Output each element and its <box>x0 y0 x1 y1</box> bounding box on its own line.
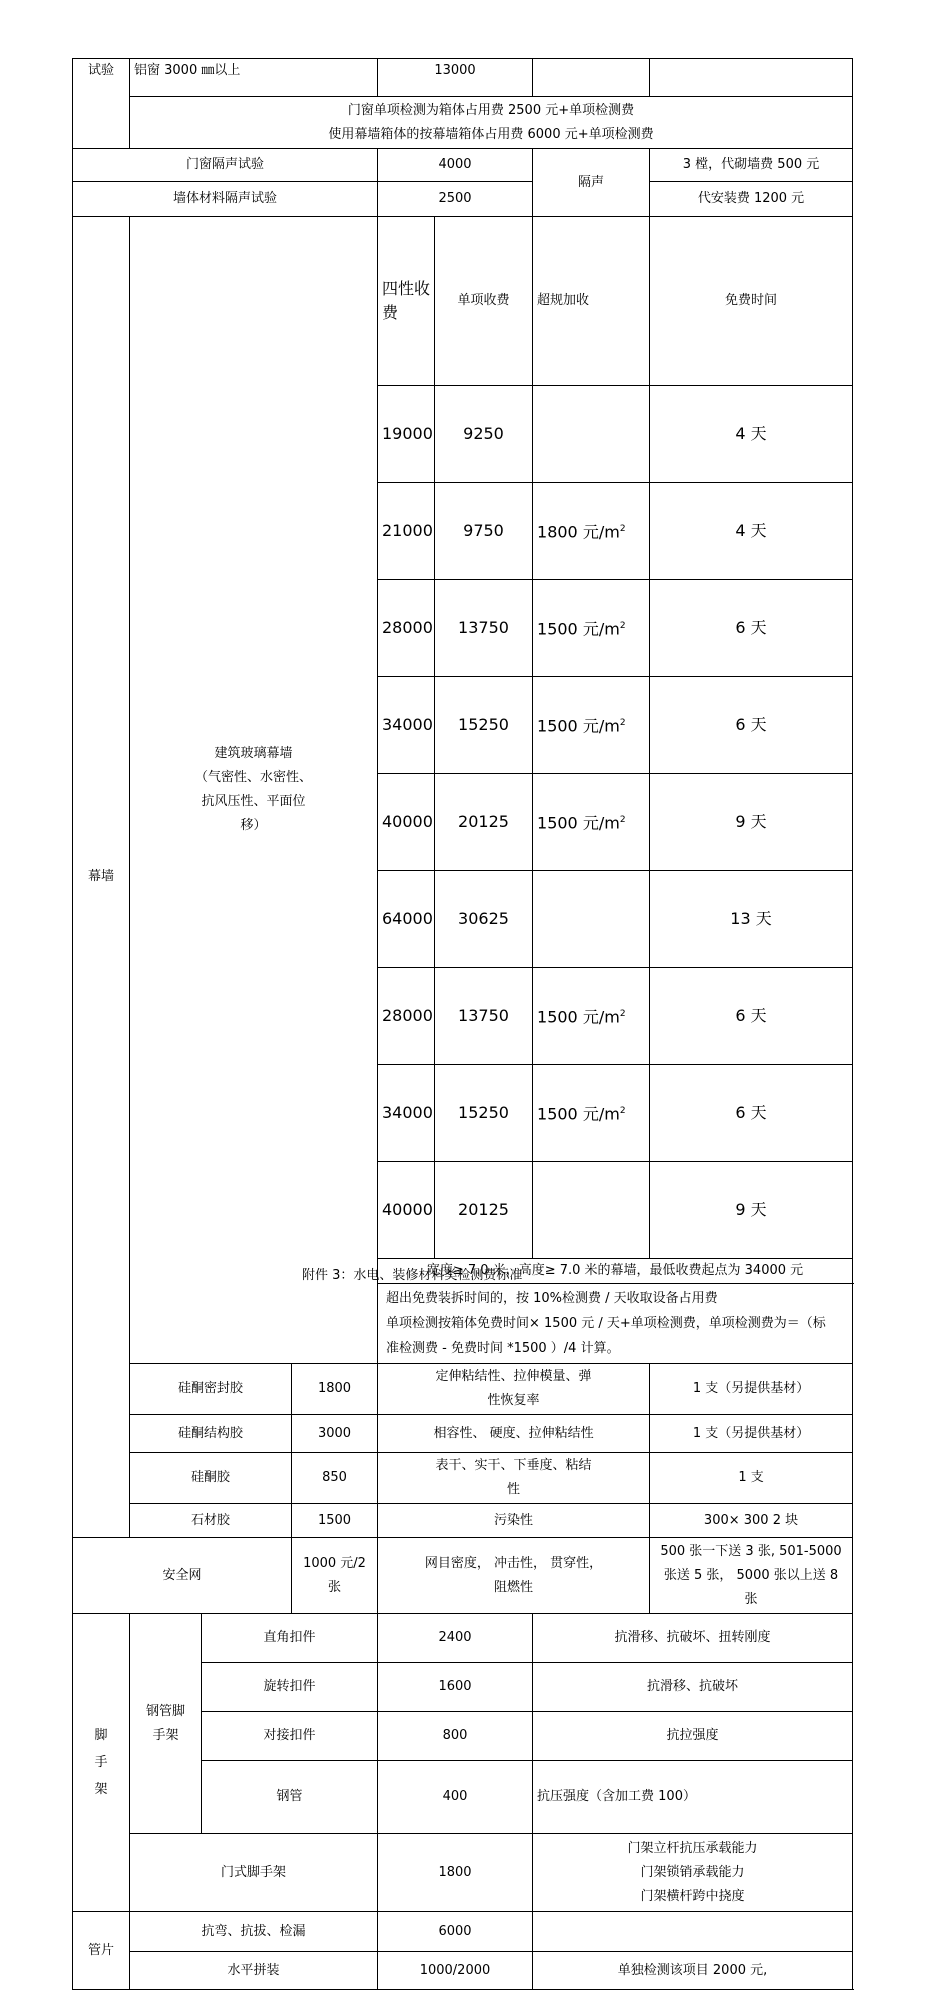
item-window-sound: 门窗隔声试验 <box>73 149 378 182</box>
single-fee: 20125 <box>435 774 533 871</box>
four-fee: 28000 <box>378 968 435 1065</box>
glass-label-line: 移） <box>240 818 267 833</box>
sealant-test-line: 定伸粘结性、拉伸模量、弹 <box>435 1369 592 1384</box>
sealant-test-line: 性恢复率 <box>487 1393 540 1408</box>
note-box <box>378 1284 853 1364</box>
single-fee: 30625 <box>435 871 533 968</box>
category-pipe: 管片 <box>73 1912 130 1990</box>
sealant-fee: 850 <box>292 1453 378 1504</box>
sealant-test <box>378 1364 650 1415</box>
pipe-fee: 6000 <box>378 1912 533 1952</box>
scaffold-item: 旋转扣件 <box>202 1663 378 1712</box>
free-time: 4 天 <box>650 386 853 483</box>
header-free-time: 免费时间 <box>650 217 853 386</box>
sealant-fee: 1800 <box>292 1364 378 1415</box>
header-single-fee: 单项收费 <box>435 217 533 386</box>
free-time: 13 天 <box>650 871 853 968</box>
door-scaffold-item: 门式脚手架 <box>130 1834 378 1912</box>
sealant-item: 硅酮密封胶 <box>130 1364 292 1415</box>
scaffold-test: 抗压强度（含加工费 100） <box>533 1761 853 1834</box>
sealant-sample: 1 支（另提供基材） <box>650 1415 853 1453</box>
trial-note-1: 门窗单项检测为箱体占用费 2500 元+单项检测费 <box>347 102 635 118</box>
unit-superscript: 2 <box>619 815 626 826</box>
scaffold-fee: 800 <box>378 1712 533 1761</box>
scaffold-item: 直角扣件 <box>202 1614 378 1663</box>
steel-scaffold-label: 钢管脚手架 <box>145 1703 185 1743</box>
scaffold-fee: 400 <box>378 1761 533 1834</box>
free-time: 6 天 <box>650 1065 853 1162</box>
extra-fee-text: 1500 元/m <box>537 619 620 639</box>
four-fee: 34000 <box>378 677 435 774</box>
sealant-test-line: 相容性、 硬度、拉伸粘结性 <box>433 1425 594 1441</box>
sealant-sample: 1 支（另提供基材） <box>650 1364 853 1415</box>
unit-superscript: 2 <box>619 1106 626 1117</box>
pipe-item: 抗弯、抗拔、检漏 <box>130 1912 378 1952</box>
safety-net-test <box>378 1538 650 1614</box>
single-fee: 20125 <box>435 1162 533 1259</box>
category-scaffold <box>73 1614 130 1912</box>
four-fee: 21000 <box>378 483 435 580</box>
sealant-test <box>378 1504 650 1538</box>
four-fee: 64000 <box>378 871 435 968</box>
scaffold-char: 脚 <box>94 1728 108 1743</box>
sealant-item: 硅酮结构胶 <box>130 1415 292 1453</box>
scaffold-test: 抗拉强度 <box>533 1712 853 1761</box>
four-fee: 34000 <box>378 1065 435 1162</box>
sealant-fee: 3000 <box>292 1415 378 1453</box>
note-min-charge: 宽度≥ 7.0 米，高度≥ 7.0 米的幕墙，最低收费起点为 34000 元 <box>378 1259 853 1284</box>
sound-type: 隔声 <box>533 149 650 217</box>
door-scaffold-test-line: 门架锁销承载能力 <box>640 1864 745 1880</box>
extra-fee <box>533 386 650 483</box>
trial-note-2: 使用幕墙箱体的按幕墙箱体占用费 6000 元+单项检测费 <box>328 126 654 142</box>
glass-label-line: （气密性、水密性、 <box>194 770 312 785</box>
safety-net-sample <box>650 1538 853 1614</box>
fee-window-sound: 4000 <box>378 149 533 182</box>
free-time: 6 天 <box>650 677 853 774</box>
extra-fee <box>533 774 650 871</box>
extra-fee-text: 1500 元/m <box>537 813 620 833</box>
unit-superscript: 2 <box>619 1009 626 1020</box>
safety-net-item: 安全网 <box>73 1538 292 1614</box>
four-fee: 40000 <box>378 774 435 871</box>
extra-fee-text: 1500 元/m <box>537 716 620 736</box>
sealant-test-line: 污染性 <box>494 1512 534 1528</box>
item-aluminum-window: 铝窗 3000 ㎜以上 <box>130 59 378 97</box>
door-scaffold-test <box>533 1834 853 1912</box>
category-curtain-wall: 幕墙 <box>73 217 130 1538</box>
scaffold-test: 抗滑移、抗破坏、扭转刚度 <box>533 1614 853 1663</box>
note-line: 单项检测按箱体免费时间× 1500 元 / 天+单项检测费，单项检测费为＝（标 <box>386 1316 826 1331</box>
scaffold-item: 钢管 <box>202 1761 378 1834</box>
scaffold-char: 手 <box>94 1755 108 1770</box>
scaffold-fee: 1600 <box>378 1663 533 1712</box>
free-time: 6 天 <box>650 968 853 1065</box>
door-scaffold-test-line: 门架立杆抗压承载能力 <box>627 1840 758 1856</box>
four-fee: 19000 <box>378 386 435 483</box>
remark-wall-sound: 代安装费 1200 元 <box>650 182 853 217</box>
glass-curtain-wall-label <box>130 217 378 1364</box>
scaffold-item: 对接扣件 <box>202 1712 378 1761</box>
scaffold-test: 抗滑移、抗破坏 <box>533 1663 853 1712</box>
steel-scaffold-group <box>130 1614 202 1834</box>
trial-notes <box>130 97 853 149</box>
extra-fee <box>533 1162 650 1259</box>
item-wall-sound: 墙体材料隔声试验 <box>73 182 378 217</box>
scaffold-fee: 2400 <box>378 1614 533 1663</box>
note-line: 超出免费装拆时间的，按 10%检测费 / 天收取设备占用费 <box>386 1291 718 1306</box>
sealant-test <box>378 1453 650 1504</box>
sealant-test-line: 性 <box>507 1482 521 1497</box>
sealant-test-line: 表干、实干、下垂度、粘结 <box>435 1458 592 1473</box>
fee-table <box>72 58 853 1990</box>
note-line: 准检测费 - 免费时间 *1500 ）/4 计算。 <box>386 1341 620 1356</box>
header-extra: 超规加收 <box>533 217 650 386</box>
fee-aluminum-window: 13000 <box>378 59 533 97</box>
empty-cell <box>533 1912 853 1952</box>
pipe-fee: 1000/2000 <box>378 1952 533 1990</box>
extra-fee <box>533 677 650 774</box>
single-fee: 9750 <box>435 483 533 580</box>
remark-window-sound: 3 樘，代砌墙费 500 元 <box>650 149 853 182</box>
sealant-fee: 1500 <box>292 1504 378 1538</box>
single-fee: 9250 <box>435 386 533 483</box>
empty-cell <box>650 59 853 97</box>
safety-net-sample-line: 张 <box>744 1591 758 1607</box>
pipe-item: 水平拼装 <box>130 1952 378 1990</box>
extra-fee <box>533 871 650 968</box>
four-fee: 28000 <box>378 580 435 677</box>
unit-superscript: 2 <box>619 524 626 535</box>
category-trial: 试验 <box>73 59 130 149</box>
extra-fee <box>533 1065 650 1162</box>
fee-wall-sound: 2500 <box>378 182 533 217</box>
safety-net-test-line: 阻燃性 <box>494 1579 534 1595</box>
single-fee: 13750 <box>435 968 533 1065</box>
extra-fee <box>533 968 650 1065</box>
safety-net-test-line: 网目密度， 冲击性， 贯穿性， <box>424 1555 603 1571</box>
glass-label-line: 抗风压性、平面位 <box>201 794 306 809</box>
free-time: 4 天 <box>650 483 853 580</box>
extra-fee-text: 1500 元/m <box>537 1104 620 1124</box>
header-four-fee: 四性收费 <box>378 217 435 386</box>
free-time: 6 天 <box>650 580 853 677</box>
unit-superscript: 2 <box>619 718 626 729</box>
four-fee: 40000 <box>378 1162 435 1259</box>
single-fee: 15250 <box>435 1065 533 1162</box>
glass-label-line: 建筑玻璃幕墙 <box>214 746 293 761</box>
free-time: 9 天 <box>650 1162 853 1259</box>
safety-net-fee: 1000 元/2 张 <box>292 1538 378 1614</box>
footer-caption: 附件 3：水电、装修材料类检测费标准 <box>302 1268 523 1283</box>
sealant-item: 石材胶 <box>130 1504 292 1538</box>
pipe-remark: 单独检测该项目 2000 元, <box>533 1952 853 1990</box>
extra-fee <box>533 483 650 580</box>
single-fee: 13750 <box>435 580 533 677</box>
safety-net-sample-line: 500 张一下送 3 张, 501-5000 <box>660 1543 842 1559</box>
scaffold-char: 架 <box>94 1782 108 1797</box>
door-scaffold-fee: 1800 <box>378 1834 533 1912</box>
extra-fee <box>533 580 650 677</box>
sealant-test <box>378 1415 650 1453</box>
unit-superscript: 2 <box>619 621 626 632</box>
single-fee: 15250 <box>435 677 533 774</box>
safety-net-sample-line: 张送 5 张， 5000 张以上送 8 <box>663 1567 839 1583</box>
free-time: 9 天 <box>650 774 853 871</box>
sealant-item: 硅酮胶 <box>130 1453 292 1504</box>
sealant-sample: 1 支 <box>650 1453 853 1504</box>
sealant-sample: 300× 300 2 块 <box>650 1504 853 1538</box>
extra-fee-text: 1500 元/m <box>537 1007 620 1027</box>
empty-cell <box>533 59 650 97</box>
extra-fee-text: 1800 元/m <box>537 522 620 542</box>
door-scaffold-test-line: 门架横杆跨中挠度 <box>640 1888 745 1904</box>
